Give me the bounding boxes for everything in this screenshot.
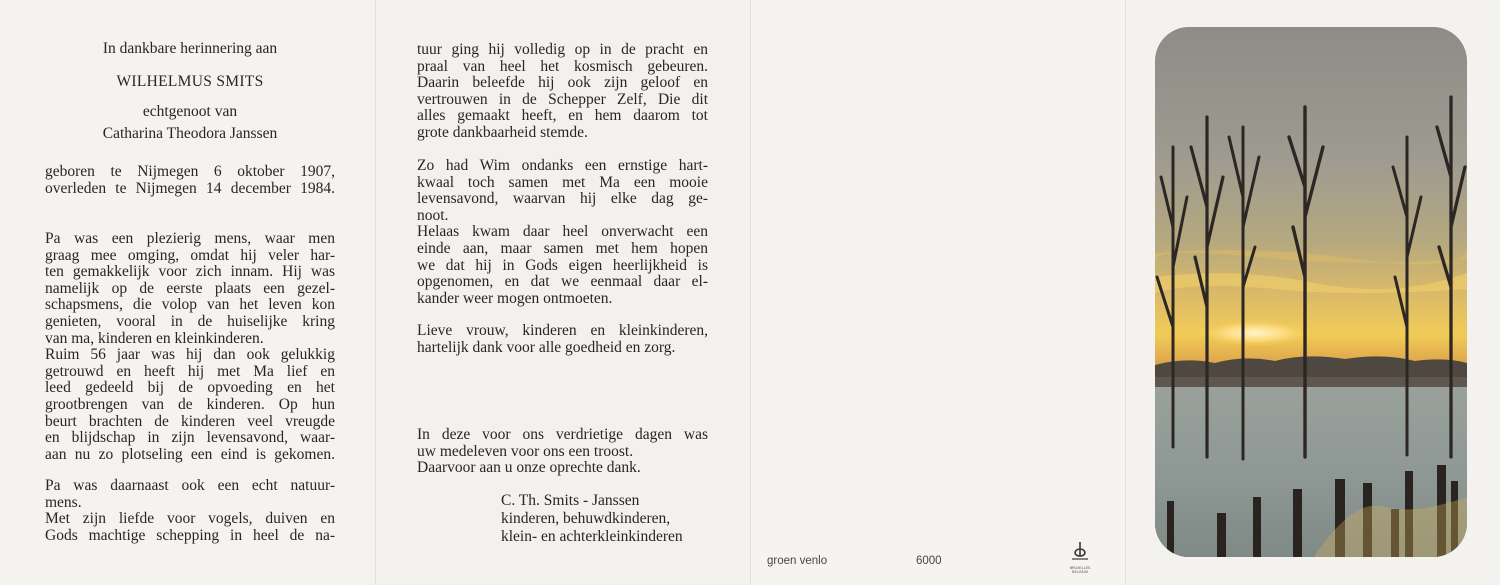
text-line: schapsmens, die volop van het leven kon bbox=[45, 296, 335, 314]
signature-name: C. Th. Smits - Janssen bbox=[501, 492, 640, 509]
card-number: 6000 bbox=[916, 555, 942, 567]
text-line: graag mee omging, omdat hij veler har- bbox=[45, 246, 335, 264]
text-line: grote dankbaarheid stemde. bbox=[417, 123, 588, 141]
text-line: Zo had Wim ondanks een ernstige hart- bbox=[417, 157, 708, 174]
text-line: Pa was daarnaast ook een echt natuur- bbox=[45, 477, 335, 494]
logo-text: BELGIUM bbox=[1072, 570, 1088, 574]
text-line: alles gemaakt heeft, en hem daarom tot bbox=[417, 107, 708, 125]
text-line: levensavond, waarvan hij elke dag ge- bbox=[417, 190, 708, 208]
printer-logo-icon bbox=[1069, 541, 1091, 561]
text-line: getrouwd en heeft hij met Ma lief en bbox=[45, 362, 335, 380]
signature-line: klein- en achterkleinkinderen bbox=[501, 528, 683, 545]
text-line: leed gedeeld bij de opvoeding en het bbox=[45, 379, 335, 397]
text-line: we dat hij in Gods eigen heerlijkheid is bbox=[417, 256, 708, 274]
text-line: Pa was een plezierig mens, waar men bbox=[45, 230, 335, 247]
printer-logo bbox=[1063, 541, 1097, 574]
text-line: kander weer mogen ontmoeten. bbox=[417, 289, 613, 307]
text-line: vertrouwen in de Schepper Zelf, Die dit bbox=[417, 90, 708, 108]
text-line: Ruim 56 jaar was hij dan ook gelukkig bbox=[45, 346, 335, 364]
relation-text: echtgenoot van bbox=[142, 103, 238, 120]
fold-line bbox=[750, 0, 751, 585]
paragraph bbox=[417, 42, 708, 142]
death-line: overleden te Nijmegen 14 december 1984. bbox=[45, 179, 335, 197]
text-line: grootbrengen van de kinderen. Op hun bbox=[45, 395, 335, 413]
paragraph bbox=[45, 478, 335, 544]
birth-line: geboren te Nijmegen 6 oktober 1907, bbox=[45, 163, 335, 180]
text-line: ten gemakkelijk voor zich innam. Hij was bbox=[45, 263, 335, 281]
life-dates bbox=[45, 164, 335, 197]
text-line: Lieve vrouw, kinderen en kleinkinderen, bbox=[417, 322, 708, 339]
text-line: Gods machtige schepping in heel de na- bbox=[45, 526, 335, 544]
text-line: Daarvoor aan u onze oprechte dank. bbox=[417, 459, 641, 477]
deceased-name: WILHELMUS SMITS bbox=[116, 73, 264, 90]
text-line: aan nu zo plotseling een eind is gekomen. bbox=[45, 445, 335, 463]
text-line: genieten, vooral in de huiselijke kring bbox=[45, 312, 335, 330]
panel-blank bbox=[750, 0, 1125, 585]
text-line: noot. bbox=[417, 206, 449, 224]
text-line: einde aan, maar samen met hem hopen bbox=[417, 239, 708, 257]
text-line: uw medeleven voor ons een troost. bbox=[417, 442, 634, 460]
text-line: Met zijn liefde voor vogels, duiven en bbox=[45, 510, 335, 528]
text-line: en blijdschap in zijn levensavond, waar- bbox=[45, 429, 335, 447]
text-line: namelijk op de eerste plaats een gezel- bbox=[45, 279, 335, 297]
paragraph bbox=[417, 323, 708, 356]
winter-sunset-photo bbox=[1155, 27, 1467, 557]
paragraph bbox=[45, 231, 335, 463]
logo-text: BRUXELLES bbox=[1069, 566, 1091, 570]
text-line: hartelijk dank voor alle goedheid en zorg. bbox=[417, 338, 676, 356]
fold-line bbox=[375, 0, 376, 585]
text-line: tuur ging hij volledig op in de pracht en bbox=[417, 41, 708, 58]
text-line: In deze voor ons verdrietige dagen was bbox=[417, 426, 708, 443]
signature-block bbox=[501, 492, 683, 546]
spouse-name: Catharina Theodora Janssen bbox=[102, 125, 278, 142]
text-line: Daarin beleefde hij ook zijn geloof en bbox=[417, 74, 708, 92]
text-line: praal van heel het kosmisch gebeuren. bbox=[417, 57, 708, 75]
text-line: kwaal toch samen met Ma een mooie bbox=[417, 173, 708, 191]
paragraph bbox=[417, 158, 708, 307]
landscape-image bbox=[1155, 27, 1467, 557]
paragraph bbox=[417, 427, 708, 477]
signature-line: kinderen, behuwdkinderen, bbox=[501, 510, 671, 527]
printer-name: groen venlo bbox=[767, 555, 828, 567]
memorial-heading: In dankbare herinnering aan bbox=[102, 40, 278, 57]
fold-line bbox=[1125, 0, 1126, 585]
text-line: van ma, kinderen en kleinkinderen. bbox=[45, 329, 264, 347]
text-line: opgenomen, en dat we eenmaal daar el- bbox=[417, 273, 708, 291]
text-line: beurt brachten de kinderen veel vreugde bbox=[45, 412, 335, 430]
text-line: mens. bbox=[45, 493, 82, 511]
text-line: Helaas kwam daar heel onverwacht een bbox=[417, 223, 708, 241]
